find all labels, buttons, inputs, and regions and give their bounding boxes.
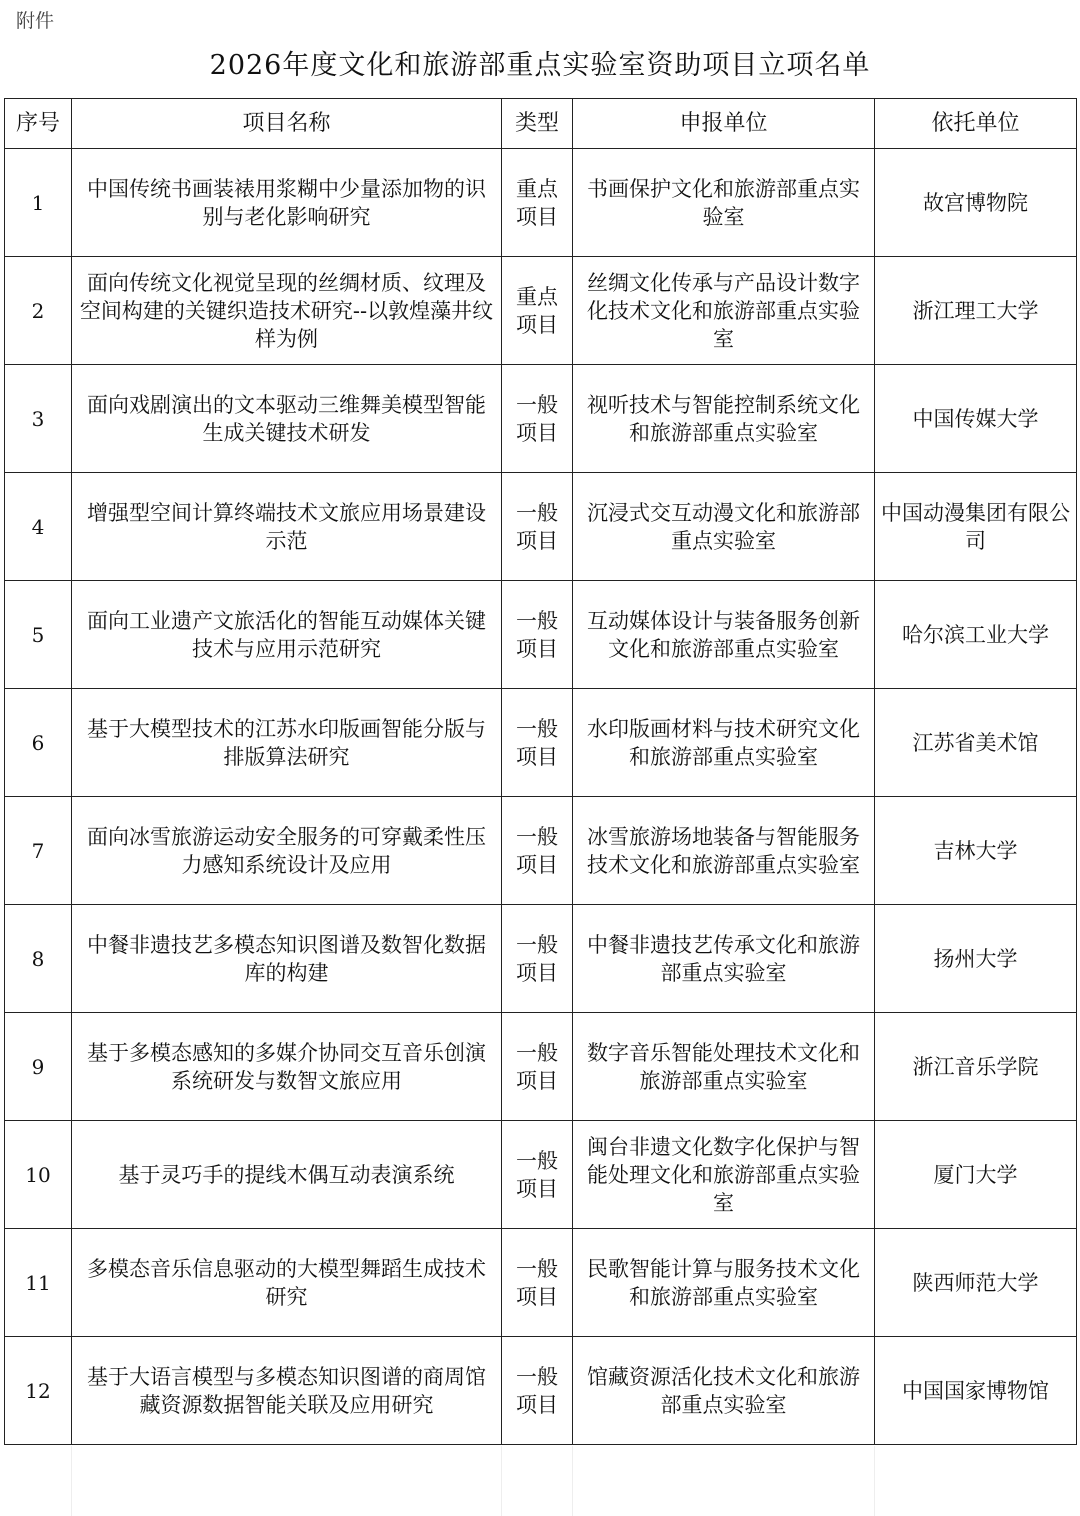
row-applicant: 馆藏资源活化技术文化和旅游部重点实验室 bbox=[573, 1337, 875, 1445]
row-host: 浙江理工大学 bbox=[875, 257, 1077, 365]
header-host: 依托单位 bbox=[875, 99, 1077, 149]
row-type: 一般项目 bbox=[502, 1013, 573, 1121]
table-row bbox=[5, 797, 1077, 905]
row-host: 陕西师范大学 bbox=[875, 1229, 1077, 1337]
table-row bbox=[5, 1013, 1077, 1121]
row-applicant: 沉浸式交互动漫文化和旅游部重点实验室 bbox=[573, 473, 875, 581]
row-applicant: 数字音乐智能处理技术文化和旅游部重点实验室 bbox=[573, 1013, 875, 1121]
row-host: 中国动漫集团有限公司 bbox=[875, 473, 1077, 581]
row-type: 一般项目 bbox=[502, 473, 573, 581]
row-host: 哈尔滨工业大学 bbox=[875, 581, 1077, 689]
header-seq: 序号 bbox=[5, 99, 72, 149]
row-project-name: 中国传统书画装裱用浆糊中少量添加物的识别与老化影响研究 bbox=[72, 149, 502, 257]
row-type: 一般项目 bbox=[502, 797, 573, 905]
row-project-name: 增强型空间计算终端技术文旅应用场景建设示范 bbox=[72, 473, 502, 581]
row-type: 一般项目 bbox=[502, 689, 573, 797]
row-project-name: 面向戏剧演出的文本驱动三维舞美模型智能生成关键技术研发 bbox=[72, 365, 502, 473]
table-row bbox=[5, 1121, 1077, 1229]
table-row bbox=[5, 1229, 1077, 1337]
row-host: 江苏省美术馆 bbox=[875, 689, 1077, 797]
row-applicant: 民歌智能计算与服务技术文化和旅游部重点实验室 bbox=[573, 1229, 875, 1337]
row-project-name: 面向冰雪旅游运动安全服务的可穿戴柔性压力感知系统设计及应用 bbox=[72, 797, 502, 905]
row-seq: 12 bbox=[5, 1337, 72, 1445]
row-host: 吉林大学 bbox=[875, 797, 1077, 905]
row-seq: 11 bbox=[5, 1229, 72, 1337]
table-row bbox=[5, 257, 1077, 365]
row-seq: 10 bbox=[5, 1121, 72, 1229]
document-title: 2026年度文化和旅游部重点实验室资助项目立项名单 bbox=[209, 50, 871, 81]
row-host: 中国国家博物馆 bbox=[875, 1337, 1077, 1445]
table-row bbox=[5, 689, 1077, 797]
row-host: 故宫博物院 bbox=[875, 149, 1077, 257]
row-seq: 3 bbox=[5, 365, 72, 473]
row-project-name: 面向传统文化视觉呈现的丝绸材质、纹理及空间构建的关键织造技术研究--以敦煌藻井纹样为例 bbox=[72, 257, 502, 365]
table-row bbox=[5, 1337, 1077, 1445]
row-host: 扬州大学 bbox=[875, 905, 1077, 1013]
row-type: 一般项目 bbox=[502, 365, 573, 473]
row-seq: 1 bbox=[5, 149, 72, 257]
table-row bbox=[5, 905, 1077, 1013]
row-type: 一般项目 bbox=[502, 1337, 573, 1445]
row-seq: 2 bbox=[5, 257, 72, 365]
row-seq: 8 bbox=[5, 905, 72, 1013]
table-row bbox=[5, 581, 1077, 689]
row-applicant: 冰雪旅游场地装备与智能服务技术文化和旅游部重点实验室 bbox=[573, 797, 875, 905]
row-project-name: 基于大语言模型与多模态知识图谱的商周馆藏资源数据智能关联及应用研究 bbox=[72, 1337, 502, 1445]
table-row bbox=[5, 365, 1077, 473]
row-type: 一般项目 bbox=[502, 1121, 573, 1229]
row-type: 一般项目 bbox=[502, 905, 573, 1013]
row-project-name: 基于多模态感知的多媒介协同交互音乐创演系统研发与数智文旅应用 bbox=[72, 1013, 502, 1121]
row-project-name: 基于灵巧手的提线木偶互动表演系统 bbox=[72, 1121, 502, 1229]
row-applicant: 视听技术与智能控制系统文化和旅游部重点实验室 bbox=[573, 365, 875, 473]
header-applicant: 申报单位 bbox=[573, 99, 875, 149]
row-seq: 6 bbox=[5, 689, 72, 797]
row-seq: 7 bbox=[5, 797, 72, 905]
grid-ghost-line bbox=[874, 1446, 875, 1516]
row-seq: 9 bbox=[5, 1013, 72, 1121]
row-project-name: 中餐非遗技艺多模态知识图谱及数智化数据库的构建 bbox=[72, 905, 502, 1013]
row-type: 一般项目 bbox=[502, 1229, 573, 1337]
annex-label: 附件 bbox=[16, 10, 55, 32]
row-project-name: 基于大模型技术的江苏水印版画智能分版与排版算法研究 bbox=[72, 689, 502, 797]
table-header-row bbox=[5, 99, 1077, 149]
row-applicant: 丝绸文化传承与产品设计数字化技术文化和旅游部重点实验室 bbox=[573, 257, 875, 365]
row-type: 重点项目 bbox=[502, 149, 573, 257]
row-host: 厦门大学 bbox=[875, 1121, 1077, 1229]
row-seq: 4 bbox=[5, 473, 72, 581]
row-host: 浙江音乐学院 bbox=[875, 1013, 1077, 1121]
row-applicant: 闽台非遗文化数字化保护与智能处理文化和旅游部重点实验室 bbox=[573, 1121, 875, 1229]
header-type: 类型 bbox=[502, 99, 573, 149]
row-applicant: 中餐非遗技艺传承文化和旅游部重点实验室 bbox=[573, 905, 875, 1013]
row-applicant: 书画保护文化和旅游部重点实验室 bbox=[573, 149, 875, 257]
row-project-name: 多模态音乐信息驱动的大模型舞蹈生成技术研究 bbox=[72, 1229, 502, 1337]
row-applicant: 互动媒体设计与装备服务创新文化和旅游部重点实验室 bbox=[573, 581, 875, 689]
table-row bbox=[5, 149, 1077, 257]
row-project-name: 面向工业遗产文旅活化的智能互动媒体关键技术与应用示范研究 bbox=[72, 581, 502, 689]
row-seq: 5 bbox=[5, 581, 72, 689]
grid-ghost-line bbox=[71, 1446, 72, 1516]
row-type: 一般项目 bbox=[502, 581, 573, 689]
row-type: 重点项目 bbox=[502, 257, 573, 365]
grid-ghost-line bbox=[572, 1446, 573, 1516]
grid-ghost-line bbox=[501, 1446, 502, 1516]
row-host: 中国传媒大学 bbox=[875, 365, 1077, 473]
project-table bbox=[4, 98, 1077, 1445]
row-applicant: 水印版画材料与技术研究文化和旅游部重点实验室 bbox=[573, 689, 875, 797]
header-project-name: 项目名称 bbox=[72, 99, 502, 149]
table-row bbox=[5, 473, 1077, 581]
